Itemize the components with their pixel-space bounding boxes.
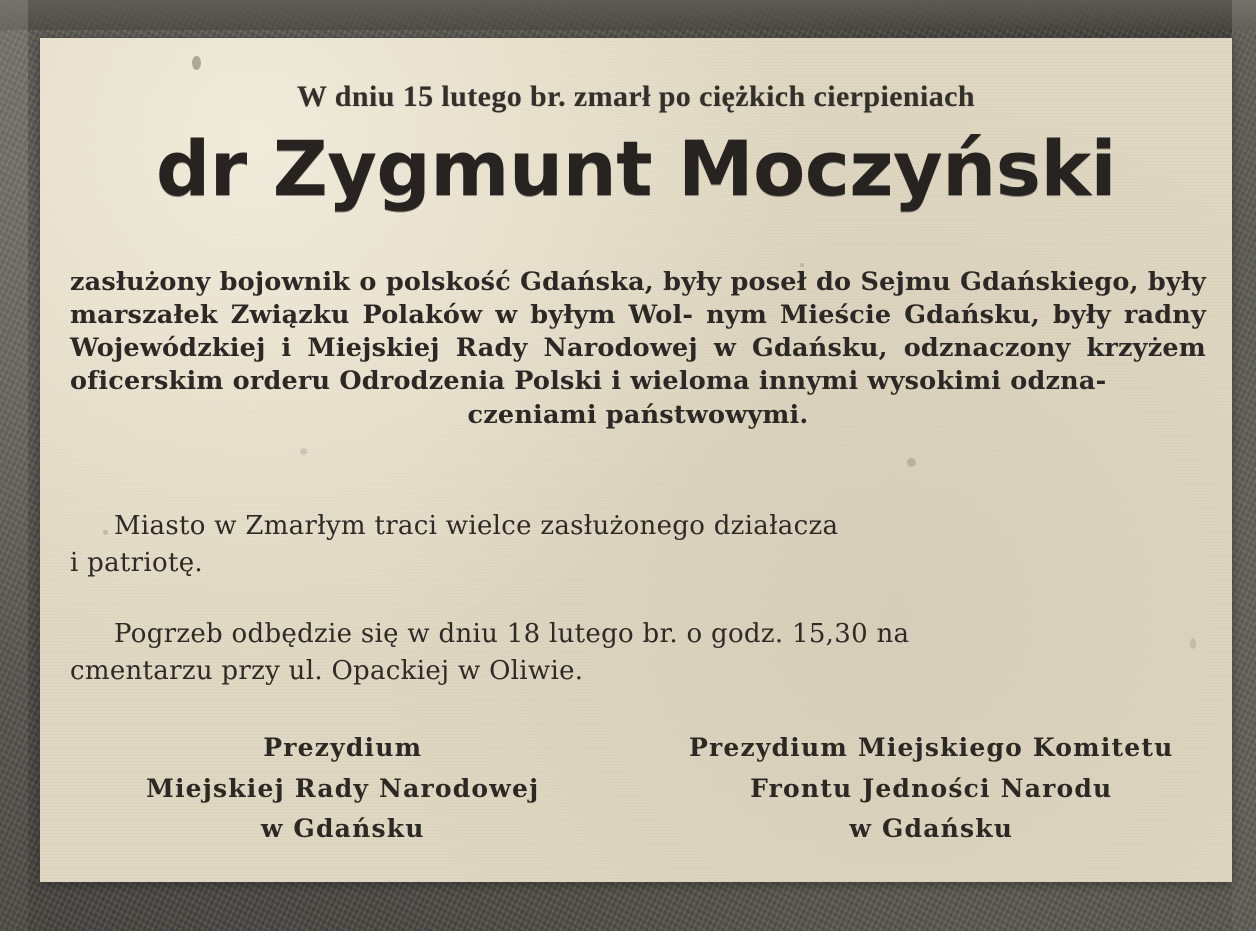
obituary-notice [40,38,1232,882]
paragraph-city-loss [70,508,1206,582]
paragraph-line: cmentarzu przy ul. Opackiej w Oliwie. [70,655,584,686]
description-line: orderu Odrodzenia Polski i wieloma innymi wysokimi odzna- [232,366,1107,397]
signature-line: Prezydium Miejskiego Komitetu [689,733,1174,762]
signatures-block [60,728,1214,850]
signature-line: Miejskiej Rady Narodowej [146,773,540,803]
description-line: czeniami państwowymi. [467,399,809,430]
signature-line: Frontu Jedności Narodu [750,773,1113,803]
paragraph-line: i patriotę. [70,547,203,578]
description-line: nym Mieście Gdańsku, były radny Wojewódzkiej i Miejskiej [70,300,1206,364]
deceased-name-heading: dr Zygmunt Moczyński [155,124,1117,213]
deceased-description [70,266,1206,432]
paragraph-line: Pogrzeb odbędzie się w dniu 18 lutego br. o godz. 15,30 na [114,619,910,649]
scan-edge-strip-right [1232,0,1256,931]
notice-lead-line: W dniu 15 lutego br. zmarł po ciężkich cierpieniach [297,80,975,113]
ink-blot-mark [907,458,916,467]
description-line: Gdańskiego, były marszałek Związku Polaków w byłym Wol- [70,267,1206,331]
signature-left [60,728,625,850]
ink-blot-mark [300,448,307,455]
signature-right [649,728,1214,850]
description-line: zasłużony bojownik o polskość Gdańska, były poseł do Sejmu [70,267,951,297]
ink-blot-mark [192,56,201,70]
signature-line: w Gdańsku [849,814,1014,843]
scan-edge-strip-left [0,0,28,931]
signature-line: Prezydium [263,733,423,762]
paragraph-funeral-details [70,616,1206,690]
scan-top-band [0,0,1256,30]
description-line: Rady Narodowej w Gdańsku, odznaczony krzyżem oficerskim [70,333,1206,397]
signature-line: w Gdańsku [260,814,425,843]
paragraph-line: Miasto w Zmarłym traci wielce zasłużonego działacza [114,511,839,541]
